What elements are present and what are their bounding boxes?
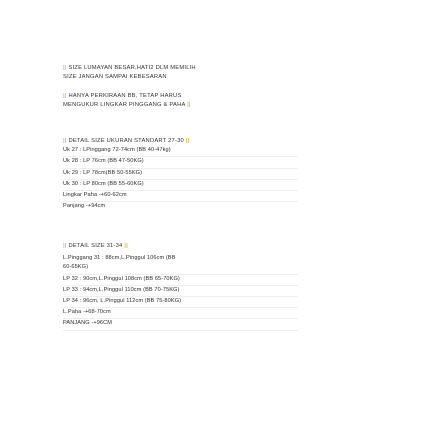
size-warning-note: [63, 64, 196, 82]
size-row: LP 33 : 94cm,L.Pinggul 110cm (BB 70-75KG): [63, 286, 180, 293]
size-row: L.Paha -+68-70cm: [63, 309, 111, 316]
divider: [63, 330, 298, 331]
size-row: Uk 27 : LPinggang 72-74cm (BB 40-47kg): [63, 147, 171, 154]
size-row: Panjang -+94cm: [63, 203, 106, 210]
estimate-line-2: MENGUKUR LINGKAR PINGGANG & PAHA ||: [63, 102, 191, 109]
accent-bar-icon: ||: [187, 102, 191, 109]
size-row: Uk 28 : LP 76cm (BB 47-50KG): [63, 158, 144, 165]
estimate-note: [63, 92, 191, 110]
big-size-section: [63, 242, 298, 331]
size-row: 60-65KG): [63, 264, 89, 271]
warning-line-2: SIZE JANGAN SAMPAI KEBESARAN: [63, 74, 167, 81]
size-row: Uk 29 : LP 78cm(BB 50-55KG): [63, 169, 143, 176]
standard-size-section: [63, 137, 298, 211]
accent-bar-icon: ||: [185, 138, 190, 144]
accent-bar-icon: ||: [63, 138, 67, 144]
accent-bar-icon: ||: [63, 65, 67, 71]
standard-size-title: || DETAIL SIZE UKURAN STANDART 27-30 ||: [63, 138, 190, 144]
size-row: LP 34 : 96cm, L.Pinggul 112cm (BB 75-80KG): [63, 298, 182, 305]
size-row: LP 32 : 90cm,L.Pinggul 108cm (BB 65-70KG): [63, 275, 180, 282]
big-size-title: || DETAIL SIZE 31-34 ||: [63, 243, 128, 249]
size-row: PANJANG -+96CM: [63, 320, 113, 327]
estimate-line-1: || HANYA PERKIRAAN BB, TETAP HARUS: [63, 93, 182, 99]
size-row: Lingkar Paha -+60-62cm: [63, 192, 127, 199]
accent-bar-icon: ||: [63, 243, 67, 249]
warning-line-1: || SIZE LUMAYAN BESAR,HATI2 DLM MEMILIH: [63, 65, 196, 71]
size-row: Uk 30 : LP 80cm (BB 55-60KG): [63, 180, 144, 187]
size-row: L.Pinggang 31 : 88cm,L.Pinggul 106cm (BB: [63, 255, 176, 262]
accent-bar-icon: ||: [63, 93, 67, 99]
accent-bar-icon: ||: [124, 243, 128, 249]
